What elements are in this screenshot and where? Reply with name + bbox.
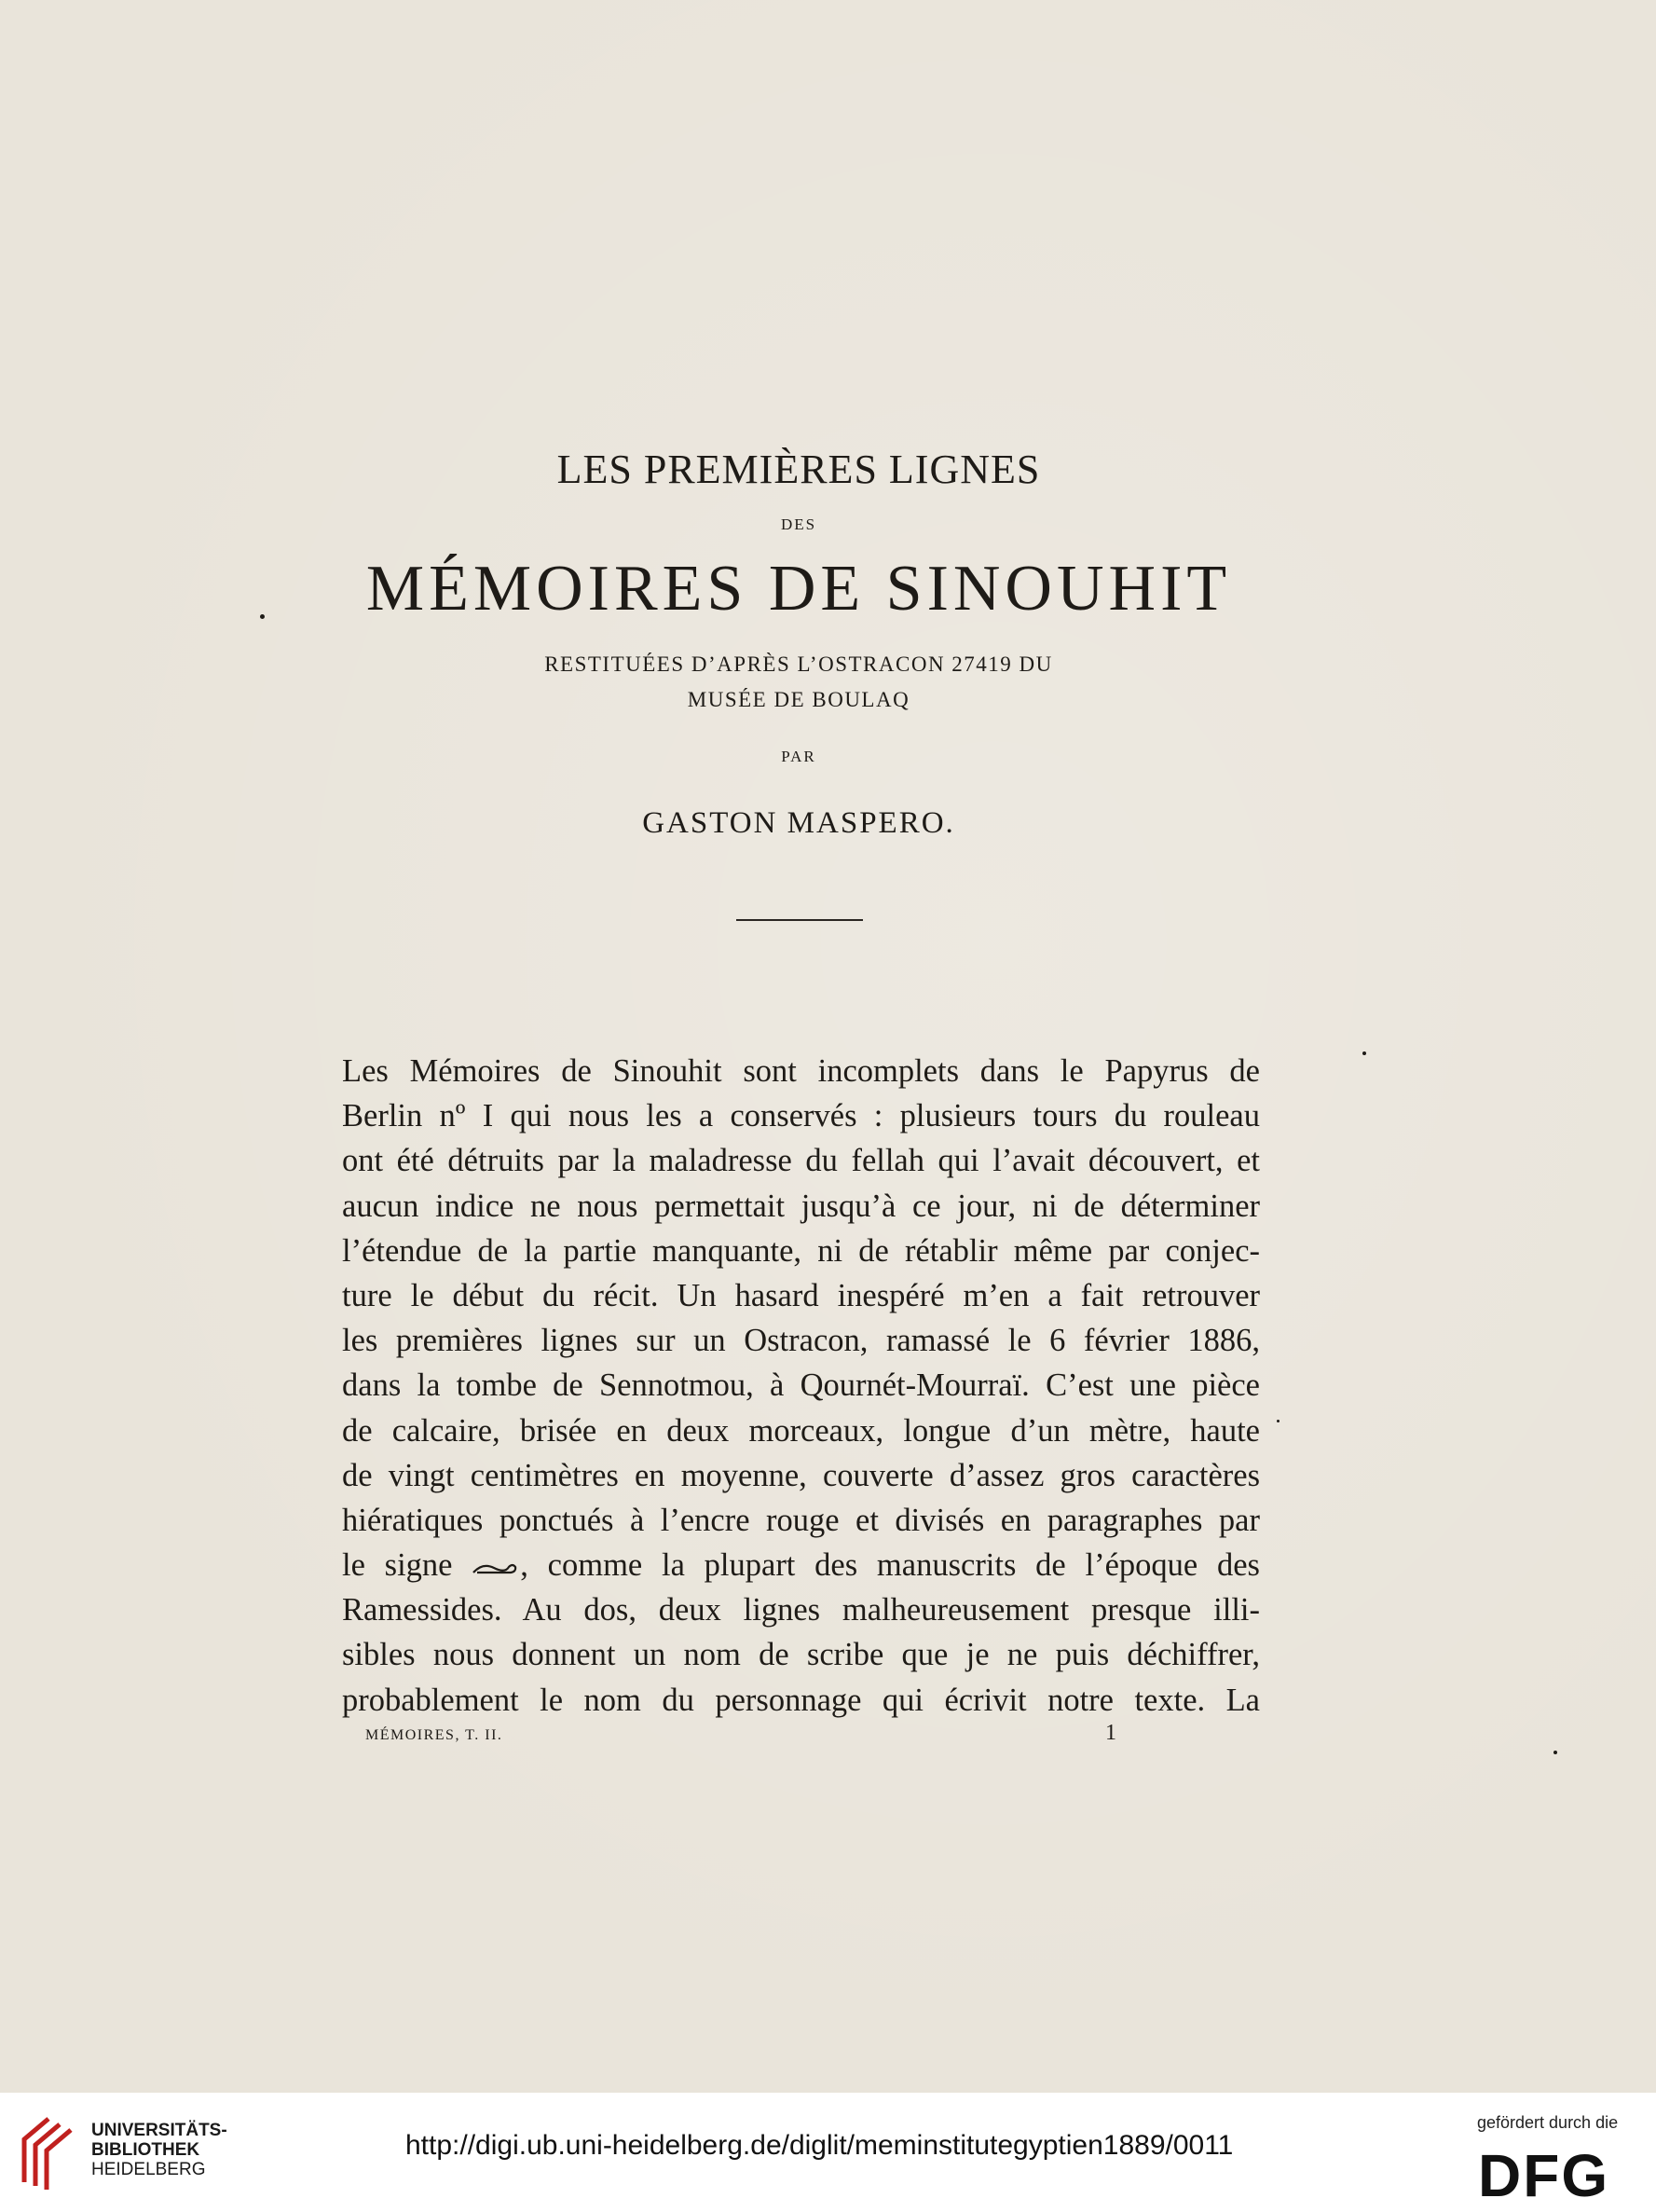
body-line: dans la tombe de Sennotmou, à Qournét-Mourraï. C’est une pièce — [342, 1367, 1260, 1404]
title-rule — [736, 919, 863, 921]
body-line: de vingt centimètres en moyenne, couverte d’assez gros caractères — [342, 1457, 1260, 1493]
body-line: de calcaire, brisée en deux morceaux, longue d’un mètre, haute — [342, 1412, 1260, 1449]
subtitle-line-1: RESTITUÉES D’APRÈS L’OSTRACON 27419 DU — [544, 653, 1053, 676]
funded-by-label: gefördert durch die — [1477, 2113, 1619, 2132]
line-segment: le signe — [342, 1547, 453, 1584]
body-line: Les Mémoires de Sinouhit sont incomplets dans le Papyrus de — [342, 1053, 1260, 1089]
title-des: DES — [780, 515, 817, 533]
library-name — [91, 2121, 227, 2179]
university-library-logo-icon — [15, 2111, 80, 2191]
viewer-footer-bar — [0, 2093, 1656, 2212]
permalink-url[interactable]: http://digi.ub.uni-heidelberg.de/diglit/meminstitutegyptien1889/0011 — [405, 2130, 1234, 2161]
footer-volume: MÉMOIRES, T. II. — [365, 1727, 503, 1743]
body-paragraph — [342, 1049, 1260, 1723]
subtitle-line-2: MUSÉE DE BOULAQ — [687, 688, 910, 711]
body-line: probablement le nom du personnage qui écrivit notre texte. La — [342, 1682, 1260, 1718]
body-line-with-sign — [342, 1543, 1260, 1587]
body-line: hiératiques ponctués à l’encre rouge et divisés en paragraphes par — [342, 1502, 1260, 1538]
page-number: 1 — [1105, 1721, 1116, 1745]
body-line: les premières lignes sur un Ostracon, ramassé le 6 février 1886, — [342, 1323, 1260, 1359]
author-name: GASTON MASPERO. — [642, 806, 955, 840]
body-line: ont été détruits par la maladresse du fellah qui l’avait découvert, et — [342, 1143, 1260, 1179]
title-line-1: LES PREMIÈRES LIGNES — [556, 447, 1041, 492]
par-label: PAR — [781, 748, 816, 765]
hieratic-sign-icon — [472, 1559, 520, 1577]
body-line: Berlin nº I qui nous les a conservés : plusieurs tours du rouleau — [342, 1098, 1260, 1134]
body-line: Ramessides. Au dos, deux lignes malheureusement presque illi- — [342, 1592, 1260, 1628]
library-line: HEIDELBERG — [91, 2160, 206, 2179]
speck — [1277, 1420, 1280, 1422]
body-line: sibles nous donnent un nom de scribe que je ne puis déchiffrer, — [342, 1637, 1260, 1673]
library-line: BIBLIOTHEK — [91, 2140, 200, 2160]
line-segment: , comme la plupart des manuscrits de l’époque des — [520, 1547, 1260, 1584]
dfg-logo-icon: DFG — [1478, 2142, 1610, 2209]
body-line: ture le début du récit. Un hasard inespéré m’en a fait retrouver — [342, 1277, 1260, 1313]
body-line: aucun indice ne nous permettait jusqu’à ce jour, ni de déterminer — [342, 1188, 1260, 1224]
main-title: MÉMOIRES DE SINOUHIT — [365, 553, 1232, 625]
speck — [260, 614, 265, 619]
speck — [1362, 1051, 1366, 1055]
body-line: l’étendue de la partie manquante, ni de rétablir même par conjec- — [342, 1232, 1260, 1269]
library-line: UNIVERSITÄTS- — [91, 2121, 227, 2140]
speck — [1553, 1751, 1557, 1754]
